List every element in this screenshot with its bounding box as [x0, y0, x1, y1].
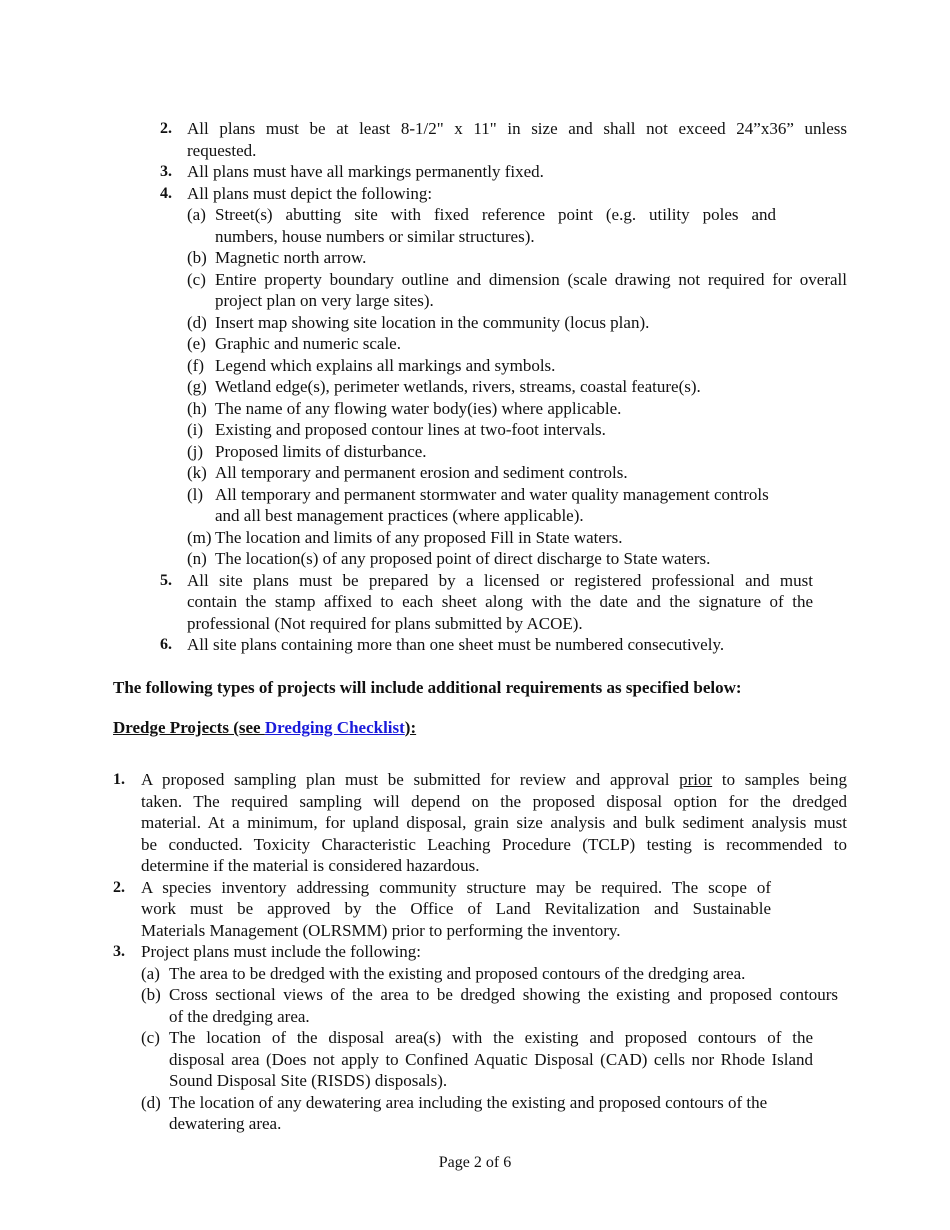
sublist-letter: (a)	[187, 205, 206, 224]
list-number: 6.	[160, 636, 172, 653]
list-number: 2.	[160, 120, 172, 137]
list-item-line: contain the stamp affixed to each sheet along with the date and the signature of the	[187, 592, 813, 611]
sublist-item-line: Street(s) abutting site with fixed reference point (e.g. utility poles and	[215, 205, 776, 224]
list-number: 3.	[113, 943, 125, 960]
sublist-letter: (k)	[187, 463, 207, 482]
emphasis-prior: prior	[679, 770, 713, 789]
sublist-item-line: Sound Disposal Site (RISDS) disposals).	[169, 1071, 448, 1090]
list-item-line: work must be approved by the Office of Land Revitalization and Sustainable	[141, 899, 771, 918]
sublist-letter: (l)	[187, 484, 204, 504]
sublist-letter: (h)	[187, 398, 207, 418]
sublist-item-line: All temporary and permanent stormwater and water quality management controls	[215, 484, 769, 504]
list-item-line: All plans must be at least 8-1/2" x 11" in size and shall not exceed 24”x36” unless	[187, 119, 847, 138]
sublist-letter: (g)	[187, 377, 207, 396]
list-item-line: requested.	[187, 140, 257, 160]
list-item-line: A species inventory addressing community structure may be required. The scope of	[141, 877, 771, 897]
sublist-letter: (n)	[187, 549, 207, 568]
list-item-text: to samples being	[712, 770, 847, 789]
list-item-line	[141, 769, 847, 791]
sublist-item-line: and all best management practices (where applicable).	[215, 506, 584, 525]
list-item-line: taken. The required sampling will depend on the proposed disposal option for the dredged	[141, 791, 847, 811]
sublist-letter: (b)	[187, 248, 207, 267]
list-item-line: Project plans must include the following:	[141, 942, 421, 961]
sublist-item-line: Existing and proposed contour lines at two-foot intervals.	[215, 420, 606, 439]
sublist-item-line: All temporary and permanent erosion and sediment controls.	[215, 463, 628, 482]
sublist-letter: (b)	[141, 985, 161, 1004]
list-item-line: All plans must depict the following:	[187, 183, 433, 203]
list-item-line: be conducted. Toxicity Characteristic Leaching Procedure (TCLP) testing is recommended to	[141, 834, 847, 854]
sublist-item-line: disposal area (Does not apply to Confined Aquatic Disposal (CAD) cells nor Rhode Island	[169, 1049, 813, 1069]
list-item-line: professional (Not required for plans submitted by ACOE).	[187, 613, 583, 633]
sublist-item-line: Wetland edge(s), perimeter wetlands, rivers, streams, coastal feature(s).	[215, 377, 701, 396]
sublist-letter: (m)	[187, 527, 212, 547]
list-number: 5.	[160, 571, 172, 589]
sublist-item-line: Magnetic north arrow.	[215, 248, 367, 267]
sublist-letter: (c)	[141, 1028, 160, 1047]
sublist-letter: (j)	[187, 441, 204, 461]
list-number: 3.	[160, 163, 172, 180]
list-item-line: All site plans must be prepared by a licensed or registered professional and must	[187, 570, 813, 590]
sublist-item-line: Graphic and numeric scale.	[215, 334, 401, 353]
sublist-item-line: The location of the disposal area(s) with the existing and proposed contours of the	[169, 1028, 813, 1047]
sublist-item-line: The location(s) of any proposed point of direct discharge to State waters.	[215, 549, 711, 568]
list-item-line: Materials Management (OLRSMM) prior to performing the inventory.	[141, 920, 621, 940]
dredge-projects-heading	[113, 717, 416, 739]
sublist-item-line: The name of any flowing water body(ies) where applicable.	[215, 398, 622, 418]
dredge-heading-prefix: Dredge Projects (see	[113, 718, 265, 737]
sublist-letter: (a)	[141, 963, 160, 983]
list-number: 1.	[113, 771, 125, 788]
sublist-item-line: numbers, house numbers or similar structures).	[215, 226, 535, 246]
sublist-letter: (c)	[187, 269, 206, 289]
sublist-letter: (d)	[187, 312, 207, 332]
sublist-item-line: Insert map showing site location in the community (locus plan).	[215, 312, 650, 332]
sublist-letter: (e)	[187, 334, 206, 353]
sublist-item-line: dewatering area.	[169, 1114, 282, 1133]
dredging-checklist-link[interactable]: Dredging Checklist	[264, 718, 405, 737]
list-item-text: A proposed sampling plan must be submitted for review and approval	[141, 770, 680, 789]
sublist-letter: (d)	[141, 1092, 161, 1112]
sublist-item-line: project plan on very large sites).	[215, 291, 434, 310]
sublist-item-line: Legend which explains all markings and symbols.	[215, 355, 556, 375]
list-number: 2.	[113, 878, 125, 896]
sublist-item-line: Entire property boundary outline and dimension (scale drawing not required for overall	[215, 269, 847, 289]
list-item-line: determine if the material is considered hazardous.	[141, 856, 480, 875]
list-number: 4.	[160, 184, 172, 202]
sublist-item-line: of the dredging area.	[169, 1006, 310, 1026]
list-item-line: All site plans containing more than one sheet must be numbered consecutively.	[187, 635, 725, 654]
sublist-letter: (f)	[187, 355, 204, 375]
sublist-item-line: Proposed limits of disturbance.	[215, 441, 427, 461]
page-footer: Page 2 of 6	[438, 1154, 512, 1171]
list-item-line: material. At a minimum, for upland disposal, grain size analysis and bulk sediment analysis must	[141, 813, 847, 832]
sublist-item-line: The area to be dredged with the existing and proposed contours of the dredging area.	[169, 963, 746, 983]
sublist-item-line: The location of any dewatering area including the existing and proposed contours of the	[169, 1092, 768, 1112]
section-intro-heading: The following types of projects will include additional requirements as specified below:	[113, 678, 742, 697]
sublist-item-line: The location and limits of any proposed Fill in State waters.	[215, 527, 623, 547]
list-item-line: All plans must have all markings permanently fixed.	[187, 162, 544, 181]
sublist-letter: (i)	[187, 420, 204, 439]
dredge-heading-suffix: ):	[404, 718, 417, 737]
sublist-item-line: Cross sectional views of the area to be dredged showing the existing and proposed contours	[169, 985, 838, 1004]
